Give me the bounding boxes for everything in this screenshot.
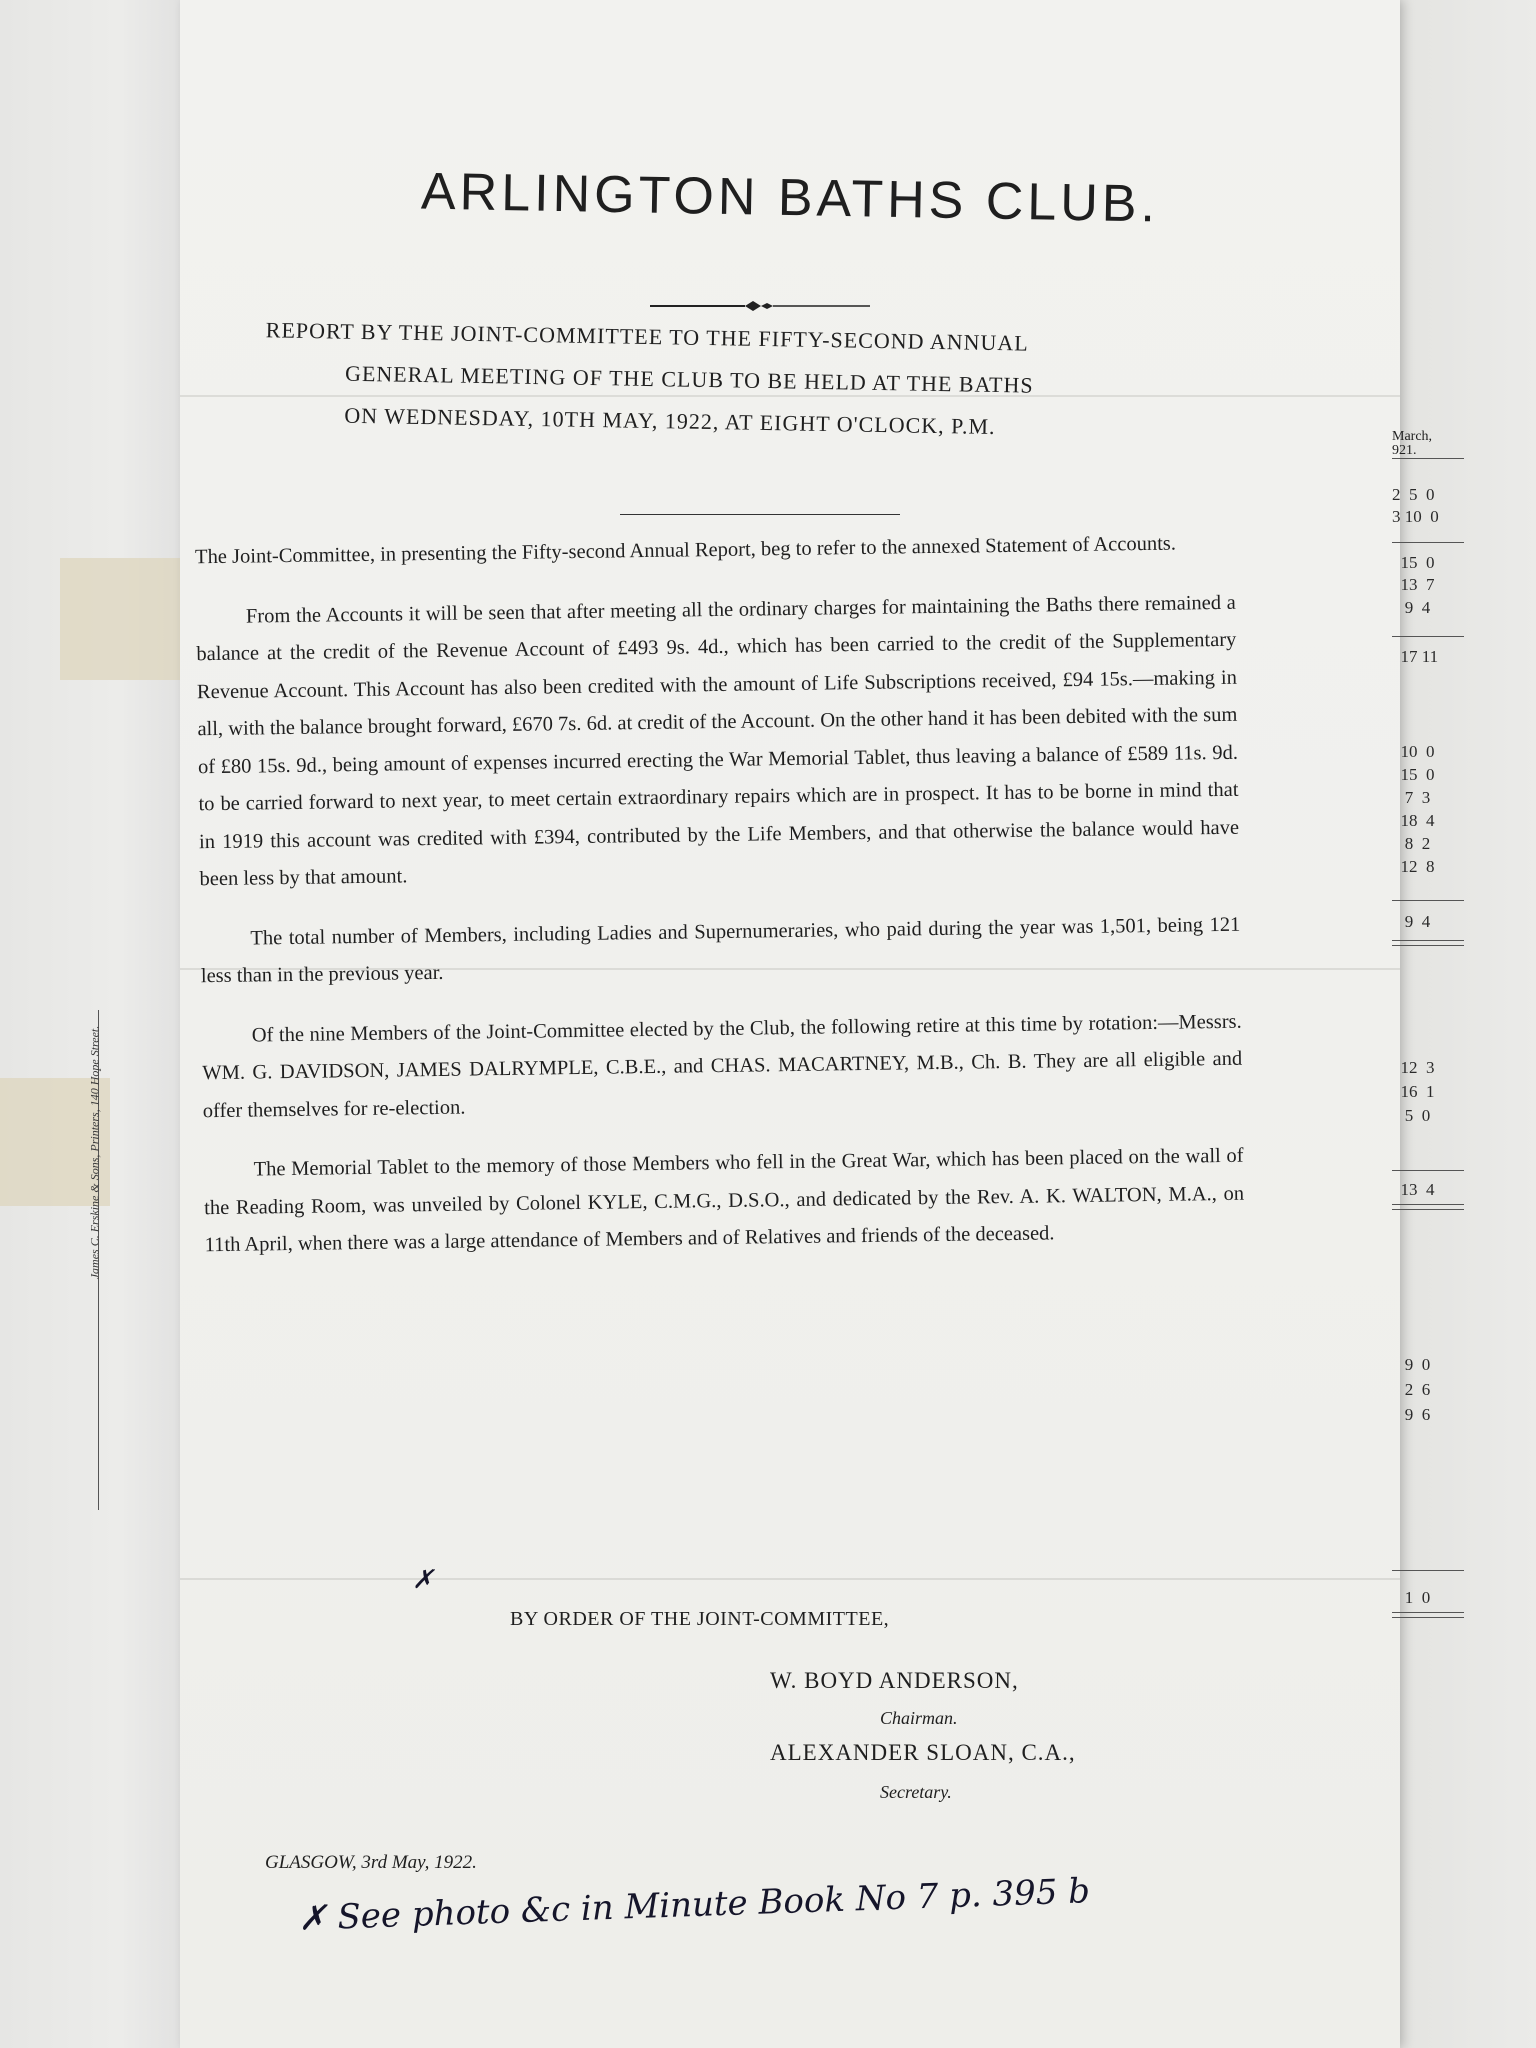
- adjacent-page: [1380, 0, 1536, 2048]
- adjacent-header-line: March,: [1392, 429, 1433, 444]
- heading-line: ON WEDNESDAY, 10TH MAY, 1922, AT EIGHT O'CLOCK, P.M.: [344, 402, 996, 440]
- report-body: [195, 525, 1245, 1287]
- chairman-name: W. BOYD ANDERSON,: [770, 1668, 1019, 1693]
- adjacent-rule: [1392, 1170, 1464, 1171]
- adjacent-figure: 8 2: [1392, 834, 1431, 853]
- adjacent-figure: 1 0: [1392, 1588, 1431, 1607]
- heading-line: GENERAL MEETING OF THE CLUB TO BE HELD AT THE BATHS: [344, 360, 1034, 398]
- handwritten-mark: ✗: [412, 1565, 434, 1594]
- paragraph: Of the nine Members of the Joint-Committee elected by the Club, the following retire at this time by rotation:—Messrs. WM. G. DAVIDSON, JAMES DALRYMPLE, C.B.E., and CHAS. MACARTNEY, M.B., Ch. B. They are all eligible and offer themselves for re-election.: [202, 1010, 1243, 1122]
- adjacent-figure: 13 7: [1392, 575, 1435, 594]
- adjacent-figure: 9 6: [1392, 1405, 1431, 1424]
- adjacent-figure: 3 10 0: [1392, 507, 1439, 526]
- adjacent-figure: 15 0: [1392, 765, 1435, 784]
- adjacent-rule: [1392, 636, 1464, 637]
- adjacent-figure: 13 4: [1392, 1180, 1435, 1199]
- chairman-role: Chairman.: [880, 1708, 958, 1728]
- paragraph: The Joint-Committee, in presenting the Fifty-second Annual Report, beg to refer to the annexed Statement of Accounts.: [194, 532, 1177, 569]
- ornament-divider: [650, 298, 870, 314]
- adjacent-figure: 16 1: [1392, 1082, 1435, 1101]
- adjacent-figure: 9 0: [1392, 1355, 1431, 1374]
- adjacent-figure: 10 0: [1392, 742, 1435, 761]
- printer-credit: James C. Erskine & Sons, Printers, 140 Hope Street.: [87, 1025, 102, 1280]
- adjacent-figure: 12 3: [1392, 1058, 1435, 1077]
- adjacent-rule: [1392, 900, 1464, 901]
- adhesive-tape: [60, 558, 188, 680]
- adjacent-page-header: [1392, 430, 1432, 458]
- adjacent-figure: 5 0: [1392, 1106, 1431, 1125]
- club-title: ARLINGTON BATHS CLUB.: [420, 162, 1160, 234]
- adjacent-rule: [1392, 458, 1464, 459]
- heading-line: REPORT BY THE JOINT-COMMITTEE TO THE FIFTY-SECOND ANNUAL: [265, 317, 1029, 356]
- secretary-name: ALEXANDER SLOAN, C.A.,: [770, 1740, 1076, 1765]
- adjacent-figure: 2 6: [1392, 1380, 1431, 1399]
- place-date: GLASGOW, 3rd May, 1922.: [265, 1852, 477, 1873]
- divider-rule: [620, 514, 900, 515]
- adjacent-rule: [1392, 1612, 1464, 1618]
- adjacent-figure: 7 3: [1392, 788, 1431, 807]
- secretary-role: Secretary.: [880, 1782, 952, 1802]
- adjacent-rule: [1392, 1204, 1464, 1210]
- adjacent-figure: 15 0: [1392, 553, 1435, 572]
- adjacent-figure: 12 8: [1392, 857, 1435, 876]
- adjacent-header-line: 921.: [1392, 443, 1417, 458]
- adjacent-figure: 17 11: [1392, 647, 1439, 666]
- adjacent-figure: 9 4: [1392, 912, 1431, 931]
- handwritten-note: ✗ See photo &c in Minute Book No 7 p. 395 b: [297, 1871, 1091, 1939]
- paragraph: The Memorial Tablet to the memory of those Members who fell in the Great War, which has been placed on the wall of the Reading Room, was unveiled by Colonel KYLE, C.M.G., D.S.O., and dedicated by the Rev. A. K. WALTON, M.A., on 11th April, when there was a large attendance of Members and of Relatives and friends of the deceased.: [204, 1144, 1245, 1257]
- adjacent-rule: [1392, 1570, 1464, 1571]
- adjacent-figure: 18 4: [1392, 811, 1435, 830]
- adjacent-figure: 9 4: [1392, 598, 1431, 617]
- adjacent-rule: [1392, 542, 1464, 543]
- paragraph: From the Accounts it will be seen that after meeting all the ordinary charges for maintaining the Baths there remained a balance at the credit of the Revenue Account of £493 9s. 4d., which has been carried to the credit of the Supplementary Revenue Account. This Account has also been credited with the amount of Life Subscriptions received, £94 15s.—making in all, with the balance brought forward, £670 7s. 6d. at credit of the Account. On the other hand it has been debited with the sum of £80 15s. 9d., being amount of expenses incurred erecting the War Memorial Tablet, thus leaving a balance of £589 11s. 9d. to be carried forward to next year, to meet certain extraordinary repairs which are in prospect. It has to be borne in mind that in 1919 this account was credited with £394, contributed by the Life Members, and that otherwise the balance would have been less by that amount.: [196, 591, 1240, 891]
- report-heading: [264, 309, 1266, 452]
- signoff-line: BY ORDER OF THE JOINT-COMMITTEE,: [510, 1608, 890, 1630]
- fold-line: [180, 1578, 1400, 1580]
- adjacent-rule: [1392, 940, 1464, 946]
- paragraph: The total number of Members, including Ladies and Supernumeraries, who paid during the year was 1,501, being 121 less than in the previous year.: [200, 913, 1241, 988]
- report-page: [180, 0, 1400, 2048]
- adjacent-figure: 2 5 0: [1392, 485, 1435, 504]
